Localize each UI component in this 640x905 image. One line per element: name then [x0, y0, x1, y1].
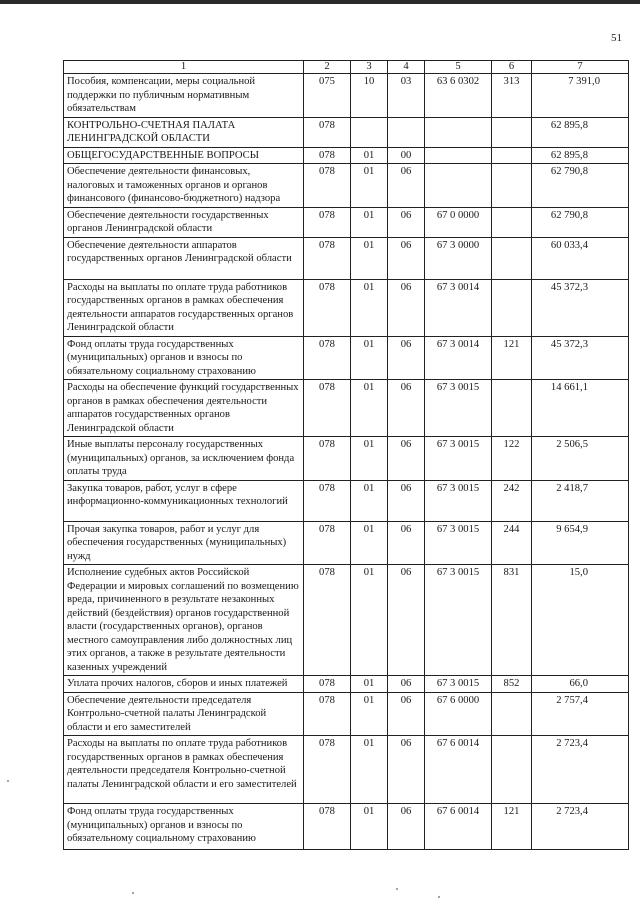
ved-code: 078: [304, 565, 351, 676]
section-code: 01: [351, 336, 388, 380]
ved-code: 078: [304, 804, 351, 850]
section-code: 01: [351, 147, 388, 164]
target-code: 67 3 0015: [425, 565, 492, 676]
section-code: 10: [351, 74, 388, 118]
table-row: [64, 804, 629, 850]
target-code: 67 3 0015: [425, 437, 492, 481]
subsection-code: 06: [388, 437, 425, 481]
scan-noise: [7, 780, 9, 782]
amount: 14 661,1: [532, 380, 629, 437]
target-code: [425, 117, 492, 147]
subsection-code: 06: [388, 736, 425, 804]
ved-code: 078: [304, 279, 351, 336]
amount: 15,0: [532, 565, 629, 676]
row-name: Пособия, компенсации, меры социальной поддержки по публичным нормативным обязательствам: [64, 74, 304, 118]
header-cell: 2: [304, 61, 351, 74]
amount: 62 895,8: [532, 147, 629, 164]
row-name: Исполнение судебных актов Российской Федерации и мировых соглашений по возмещению вреда, причиненного в результате незаконных действий (бездействия) органов государственной власти (государственных органов), органов местного самоуправления либо должностных лиц этих органов, а также в результате деятельности казенных учреждений: [64, 565, 304, 676]
subsection-code: 06: [388, 480, 425, 521]
section-code: 01: [351, 437, 388, 481]
target-code: 67 0 0000: [425, 207, 492, 237]
target-code: 67 6 0000: [425, 692, 492, 736]
ved-code: 078: [304, 480, 351, 521]
table-row: [64, 380, 629, 437]
section-code: 01: [351, 380, 388, 437]
scan-noise: [396, 888, 398, 890]
table-row: [64, 74, 629, 118]
table-body: [64, 74, 629, 850]
section-code: 01: [351, 565, 388, 676]
section-code: 01: [351, 521, 388, 565]
table-row: [64, 480, 629, 521]
scan-noise: [438, 896, 440, 898]
expense-type-code: 313: [492, 74, 532, 118]
table-row: [64, 676, 629, 693]
table-row: [64, 237, 629, 279]
subsection-code: 06: [388, 804, 425, 850]
header-cell: 3: [351, 61, 388, 74]
subsection-code: 06: [388, 692, 425, 736]
target-code: 67 3 0014: [425, 279, 492, 336]
expense-type-code: 831: [492, 565, 532, 676]
subsection-code: 06: [388, 237, 425, 279]
header-cell: 4: [388, 61, 425, 74]
subsection-code: 06: [388, 279, 425, 336]
target-code: [425, 164, 492, 208]
target-code: 67 3 0015: [425, 380, 492, 437]
table-row: [64, 565, 629, 676]
table-row: [64, 437, 629, 481]
ved-code: 078: [304, 147, 351, 164]
amount: 62 895,8: [532, 117, 629, 147]
target-code: 67 6 0014: [425, 804, 492, 850]
expense-type-code: 121: [492, 336, 532, 380]
subsection-code: 06: [388, 565, 425, 676]
section-code: 01: [351, 676, 388, 693]
ved-code: 078: [304, 237, 351, 279]
subsection-code: 06: [388, 380, 425, 437]
row-name: Расходы на выплаты по оплате труда работников государственных органов в рамках обеспечения деятельности председателя Контрольно-счетной палаты Ленинградской области и его заместителей: [64, 736, 304, 804]
amount: 62 790,8: [532, 207, 629, 237]
expense-type-code: [492, 117, 532, 147]
amount: 9 654,9: [532, 521, 629, 565]
row-name: Закупка товаров, работ, услуг в сфере информационно-коммуникационных технологий: [64, 480, 304, 521]
expense-type-code: 244: [492, 521, 532, 565]
row-name: Фонд оплаты труда государственных (муниципальных) органов и взносы по обязательному социальному страхованию: [64, 804, 304, 850]
expense-type-code: [492, 380, 532, 437]
expense-type-code: [492, 164, 532, 208]
expense-type-code: [492, 237, 532, 279]
amount: 2 506,5: [532, 437, 629, 481]
amount: 60 033,4: [532, 237, 629, 279]
row-name: Обеспечение деятельности председателя Контрольно-счетной палаты Ленинградской области и его заместителей: [64, 692, 304, 736]
table-row: [64, 692, 629, 736]
subsection-code: 03: [388, 74, 425, 118]
ved-code: 075: [304, 74, 351, 118]
amount: 2 723,4: [532, 736, 629, 804]
section-code: 01: [351, 279, 388, 336]
amount: 2 723,4: [532, 804, 629, 850]
target-code: 67 3 0015: [425, 480, 492, 521]
header-cell: 1: [64, 61, 304, 74]
page-number: 51: [611, 32, 622, 44]
row-name: Расходы на выплаты по оплате труда работников государственных органов в рамках обеспечения деятельности аппаратов государственных органов Ленинградской области: [64, 279, 304, 336]
ved-code: 078: [304, 521, 351, 565]
table-row: [64, 336, 629, 380]
header-cell: 6: [492, 61, 532, 74]
row-name: Обеспечение деятельности финансовых, налоговых и таможенных органов и органов финансового (финансово-бюджетного) надзора: [64, 164, 304, 208]
expense-type-code: [492, 279, 532, 336]
row-name: ОБЩЕГОСУДАРСТВЕННЫЕ ВОПРОСЫ: [64, 147, 304, 164]
table-row: [64, 521, 629, 565]
amount: 45 372,3: [532, 336, 629, 380]
subsection-code: 00: [388, 147, 425, 164]
row-name: Расходы на обеспечение функций государственных органов в рамках обеспечения деятельности аппаратов государственных органов Ленинградской области: [64, 380, 304, 437]
row-name: КОНТРОЛЬНО-СЧЕТНАЯ ПАЛАТА ЛЕНИНГРАДСКОЙ ОБЛАСТИ: [64, 117, 304, 147]
row-name: Обеспечение деятельности аппаратов государственных органов Ленинградской области: [64, 237, 304, 279]
ved-code: 078: [304, 676, 351, 693]
expense-type-code: [492, 207, 532, 237]
table-row: [64, 736, 629, 804]
subsection-code: 06: [388, 521, 425, 565]
row-name: Иные выплаты персоналу государственных (муниципальных) органов, за исключением фонда оплаты труда: [64, 437, 304, 481]
subsection-code: 06: [388, 336, 425, 380]
table-row: [64, 164, 629, 208]
subsection-code: [388, 117, 425, 147]
expense-type-code: [492, 736, 532, 804]
expense-type-code: 121: [492, 804, 532, 850]
expense-type-code: [492, 147, 532, 164]
row-name: Фонд оплаты труда государственных (муниципальных) органов и взносы по обязательному социальному страхованию: [64, 336, 304, 380]
amount: 7 391,0: [532, 74, 629, 118]
subsection-code: 06: [388, 676, 425, 693]
row-name: Уплата прочих налогов, сборов и иных платежей: [64, 676, 304, 693]
section-code: 01: [351, 692, 388, 736]
header-cell: 7: [532, 61, 629, 74]
amount: 45 372,3: [532, 279, 629, 336]
target-code: 63 6 0302: [425, 74, 492, 118]
section-code: [351, 117, 388, 147]
row-name: Обеспечение деятельности государственных органов Ленинградской области: [64, 207, 304, 237]
subsection-code: 06: [388, 164, 425, 208]
table-row: [64, 279, 629, 336]
subsection-code: 06: [388, 207, 425, 237]
section-code: 01: [351, 736, 388, 804]
ved-code: 078: [304, 207, 351, 237]
table-header-row: [64, 61, 629, 74]
expense-type-code: 242: [492, 480, 532, 521]
ved-code: 078: [304, 164, 351, 208]
amount: 2 757,4: [532, 692, 629, 736]
section-code: 01: [351, 237, 388, 279]
row-name: Прочая закупка товаров, работ и услуг для обеспечения государственных (муниципальных) нужд: [64, 521, 304, 565]
target-code: 67 3 0015: [425, 676, 492, 693]
header-cell: 5: [425, 61, 492, 74]
expense-type-code: 122: [492, 437, 532, 481]
ved-code: 078: [304, 736, 351, 804]
target-code: 67 3 0000: [425, 237, 492, 279]
ved-code: 078: [304, 437, 351, 481]
ved-code: 078: [304, 692, 351, 736]
scan-noise: [132, 892, 134, 894]
table-row: [64, 147, 629, 164]
section-code: 01: [351, 804, 388, 850]
scan-edge: [0, 0, 640, 4]
target-code: 67 3 0014: [425, 336, 492, 380]
ved-code: 078: [304, 336, 351, 380]
expense-type-code: [492, 692, 532, 736]
section-code: 01: [351, 480, 388, 521]
target-code: [425, 147, 492, 164]
ved-code: 078: [304, 117, 351, 147]
section-code: 01: [351, 164, 388, 208]
amount: 66,0: [532, 676, 629, 693]
amount: 2 418,7: [532, 480, 629, 521]
target-code: 67 3 0015: [425, 521, 492, 565]
section-code: 01: [351, 207, 388, 237]
budget-table: [63, 60, 629, 850]
expense-type-code: 852: [492, 676, 532, 693]
table-row: [64, 117, 629, 147]
ved-code: 078: [304, 380, 351, 437]
target-code: 67 6 0014: [425, 736, 492, 804]
amount: 62 790,8: [532, 164, 629, 208]
table-row: [64, 207, 629, 237]
